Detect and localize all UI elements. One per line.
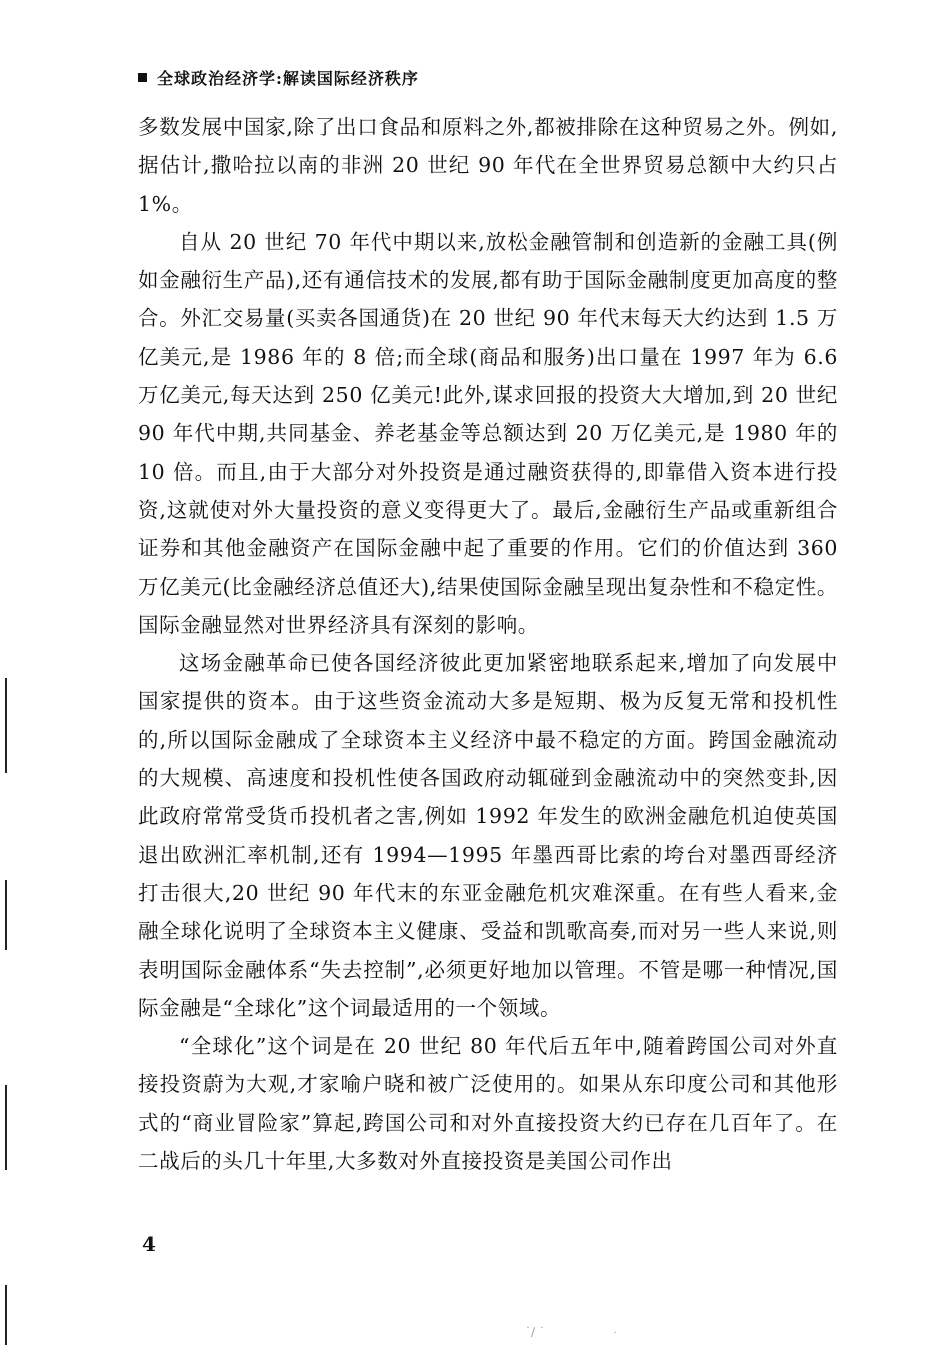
paragraph-4: “全球化”这个词是在 20 世纪 80 年代后五年中,随着跨国公司对外直接投资蔚为大观,才家喻户晓和被广泛使用的。如果从东印度公司和其他形式的“商业冒险家”算起,跨国公司和对外直接投资大约已存在几百年了。在二战后的头几十年里,大多数对外直接投资是美国公司作出 — [138, 1034, 838, 1174]
square-bullet-icon — [138, 73, 147, 82]
scan-edge-mark — [5, 880, 7, 950]
scan-edge-mark — [5, 1285, 7, 1345]
paragraph-3: 这场金融革命已使各国经济彼此更加紧密地联系起来,增加了向发展中国家提供的资本。由于这些资金流动大多是短期、极为反复无常和投机性的,所以国际金融成了全球资本主义经济中最不稳定的方面。跨国金融流动的大规模、高速度和投机性使各国政府动辄碰到金融流动中的突然变卦,因此政府常常受货币投机者之害,例如 1992 年发生的欧洲金融危机迫使英国退出欧洲汇率机制,还有 1994—1995 年墨西哥比索的垮台对墨西哥经济打击很大,20 世纪 90 年代末的东亚金融危机灾难深重。在有些人看来,金融全球化说明了全球资本主义健康、受益和凯歌高奏,而对另一些人来说,则表明国际金融体系“失去控制”,必须更好地加以管理。不管是哪一种情况,国际金融是“全球化”这个词最适用的一个领域。 — [138, 651, 838, 1020]
paragraph-2: 自从 20 世纪 70 年代中期以来,放松金融管制和创造新的金融工具(例如金融衍生产品),还有通信技术的发展,都有助于国际金融制度更加高度的整合。外汇交易量(买卖各国通货)在 20 世纪 90 年代末每天大约达到 1.5 万亿美元,是 1986 年的 8 倍;而全球(商品和服务)出口量在 1997 年为 6.6 万亿美元,每天达到 250 亿美元!此外,谋求回报的投资大大增加,到 20 世纪 90 年代中期,共同基金、养老基金等总额达到 20 万亿美元,是 1980 年的 10 倍。而且,由于大部分对外投资是通过融资获得的,即靠借入资本进行投资,这就使对外大量投资的意义变得更大了。最后,金融衍生产品或重新组合证券和其他金融资产在国际金融中起了重要的作用。它们的价值达到 360 万亿美元(比金融经济总值还大),结果使国际金融呈现出复杂性和不稳定性。国际金融显然对世界经济具有深刻的影响。 — [138, 229, 838, 637]
running-header — [138, 66, 419, 89]
scan-speck: ˙∕ ˙ — [525, 1325, 545, 1339]
paragraph-1: 多数发展中国家,除了出口食品和原料之外,都被排除在这种贸易之外。例如,据估计,撒哈拉以南的非洲 20 世纪 90 年代在全世界贸易总额中大约只占 1%。 — [138, 115, 838, 216]
scan-edge-mark — [5, 678, 7, 773]
scan-speck: ˙ — [612, 1330, 618, 1344]
running-title: 全球政治经济学:解读国际经济秩序 — [157, 69, 419, 88]
page-number: 4 — [142, 1232, 156, 1256]
scan-edge-mark — [5, 1085, 7, 1170]
page-body — [138, 108, 838, 1180]
